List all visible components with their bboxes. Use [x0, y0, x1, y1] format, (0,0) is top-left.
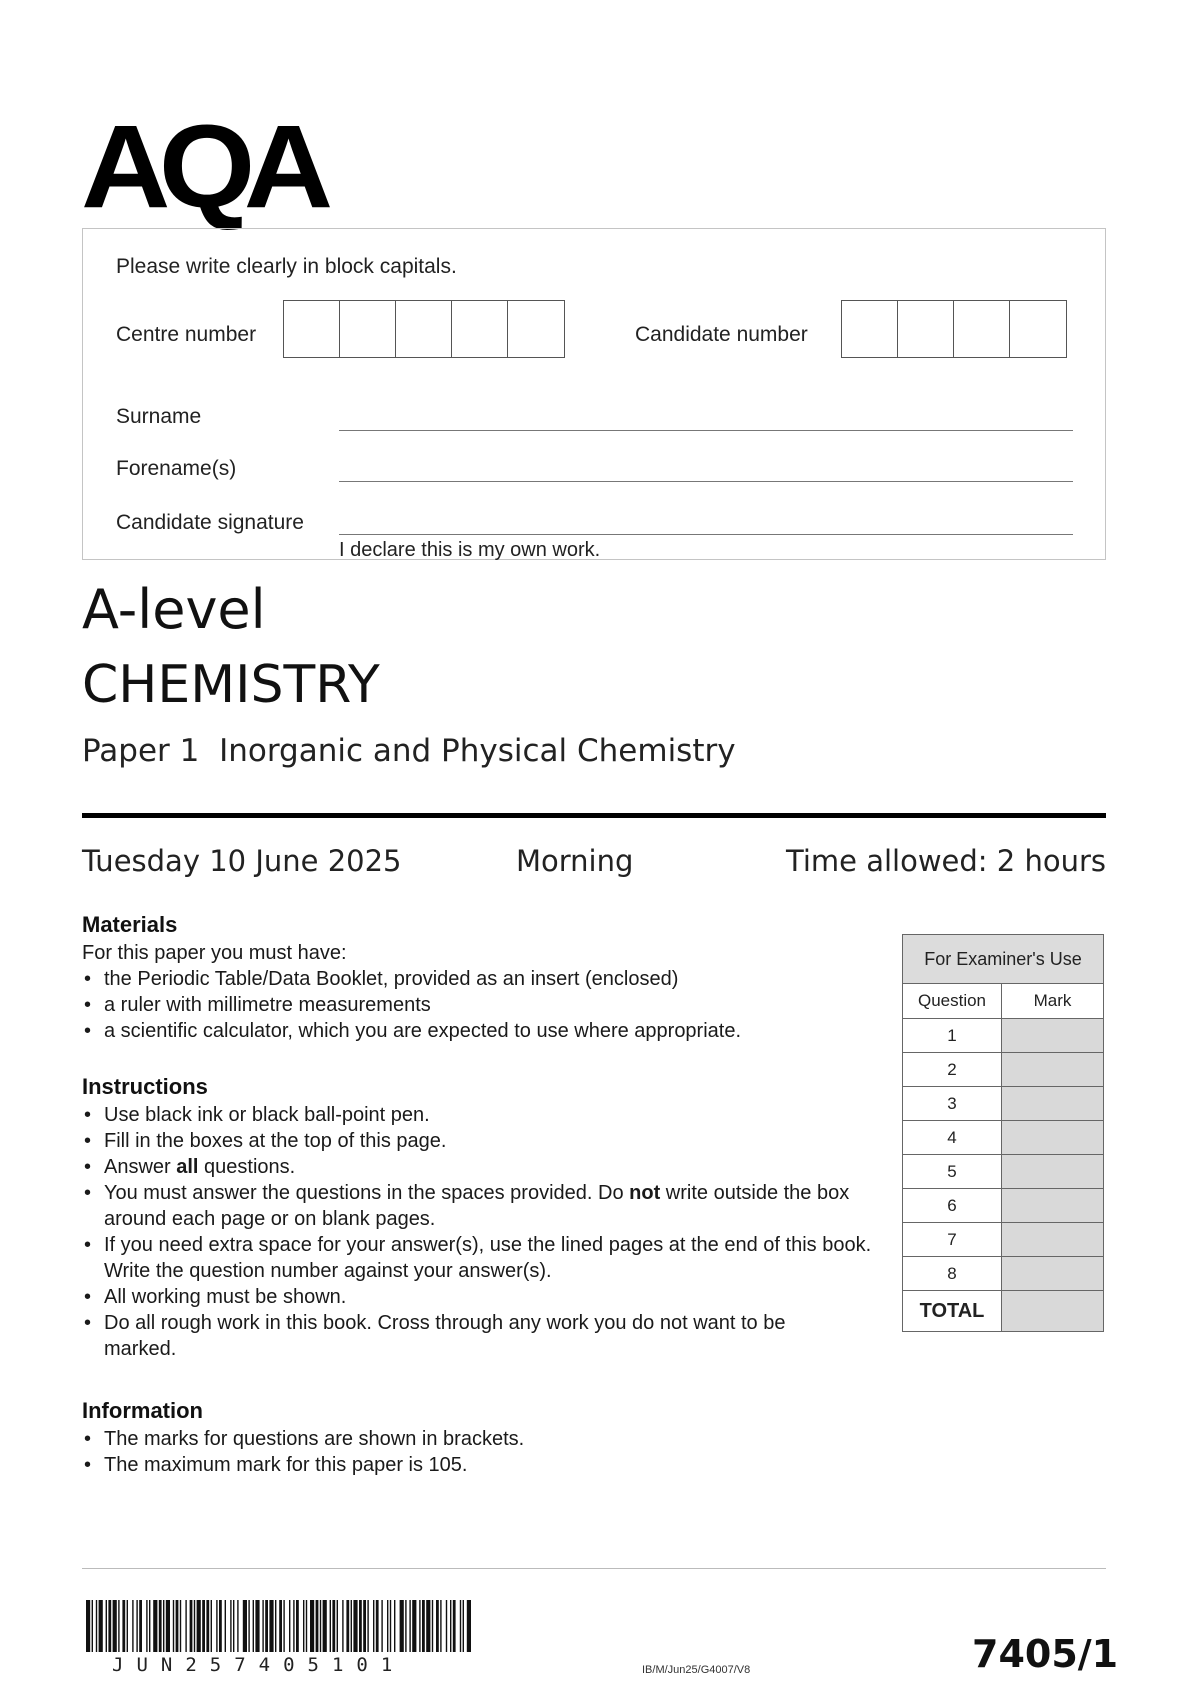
information-list	[82, 1426, 882, 1478]
qualification-level: A-level	[82, 578, 266, 641]
barcode-bar	[211, 1600, 212, 1652]
barcode-bar	[463, 1600, 464, 1652]
mark-cell[interactable]	[1002, 1121, 1104, 1155]
barcode-bar	[197, 1600, 201, 1652]
table-row	[903, 1223, 1104, 1257]
list-item: • Fill in the boxes at the top of this page.	[82, 1128, 882, 1154]
mark-cell[interactable]	[1002, 1257, 1104, 1291]
list-item: • a scientific calculator, which you are expected to use where appropriate.	[82, 1018, 882, 1044]
barcode-bar	[283, 1600, 284, 1652]
barcode-bar	[359, 1600, 362, 1652]
barcode-bar	[219, 1600, 222, 1652]
barcode-bar	[332, 1600, 335, 1652]
total-mark-cell[interactable]	[1002, 1291, 1104, 1332]
question-number: 6	[903, 1189, 1002, 1223]
barcode-bar	[400, 1600, 404, 1652]
barcode-bar	[166, 1600, 170, 1652]
barcode-bar	[346, 1600, 349, 1652]
barcode-bar	[436, 1600, 439, 1652]
barcode-bar	[225, 1600, 226, 1652]
signature-field[interactable]	[339, 534, 1073, 535]
barcode-bar	[426, 1600, 430, 1652]
list-item: • The marks for questions are shown in brackets.	[82, 1426, 882, 1452]
barcode-bar	[163, 1600, 164, 1652]
barcode-bar	[253, 1600, 254, 1652]
barcode-bar	[367, 1600, 368, 1652]
candidate-number-label: Candidate number	[635, 323, 808, 346]
barcode-bar	[320, 1600, 321, 1652]
barcode-bar	[106, 1600, 107, 1652]
barcode-bar	[296, 1600, 299, 1652]
forenames-field[interactable]	[339, 481, 1073, 482]
barcode-bar	[293, 1600, 294, 1652]
surname-label: Surname	[116, 405, 202, 428]
materials-intro: For this paper you must have:	[82, 942, 347, 964]
barcode-bar	[153, 1600, 157, 1652]
list-item: • If you need extra space for your answer(s), use the lined pages at the end of this book. Write the question number against your answer(s).	[82, 1232, 872, 1284]
digit-box[interactable]	[340, 301, 396, 357]
question-column-header: Question	[903, 984, 1002, 1019]
barcode-bar	[86, 1600, 90, 1652]
barcode-bar	[206, 1600, 209, 1652]
question-number: 5	[903, 1155, 1002, 1189]
list-item: • All working must be shown.	[82, 1284, 882, 1310]
table-row	[903, 1257, 1104, 1291]
barcode	[86, 1600, 474, 1652]
examiner-table-title: For Examiner's Use	[903, 935, 1104, 984]
barcode-text: JUN257405101	[112, 1654, 406, 1676]
list-item: • The maximum mark for this paper is 105.	[82, 1452, 882, 1478]
barcode-bar	[390, 1600, 391, 1652]
barcode-bar	[92, 1600, 93, 1652]
subject-title: CHEMISTRY	[82, 655, 380, 715]
barcode-bar	[342, 1600, 343, 1652]
table-row	[903, 1053, 1104, 1087]
barcode-bar	[185, 1600, 186, 1652]
barcode-bar	[460, 1600, 461, 1652]
barcode-bar	[127, 1600, 128, 1652]
barcode-bar	[351, 1600, 352, 1652]
list-item: • Do all rough work in this book. Cross through any work you do not want to be marked.	[82, 1310, 794, 1362]
digit-box[interactable]	[396, 301, 452, 357]
examiner-use-table	[902, 934, 1104, 1332]
materials-list	[82, 966, 882, 1044]
instructions-heading: Instructions	[82, 1074, 208, 1099]
barcode-bar	[113, 1600, 117, 1652]
mark-cell[interactable]	[1002, 1053, 1104, 1087]
instructions-list	[82, 1102, 882, 1362]
barcode-bar	[409, 1600, 410, 1652]
table-row	[903, 1019, 1104, 1053]
barcode-bar	[99, 1600, 103, 1652]
barcode-bar	[422, 1600, 425, 1652]
barcode-bar	[136, 1600, 137, 1652]
barcode-bar	[289, 1600, 290, 1652]
digit-box[interactable]	[1010, 301, 1066, 357]
question-number: 3	[903, 1087, 1002, 1121]
exam-session: Morning	[516, 844, 634, 878]
list-item: • Use black ink or black ball-point pen.	[82, 1102, 882, 1128]
barcode-bar	[122, 1600, 125, 1652]
barcode-bar	[108, 1600, 111, 1652]
barcode-bar	[118, 1600, 119, 1652]
paper-title: Paper 1 Inorganic and Physical Chemistry	[82, 733, 736, 769]
list-item: • a ruler with millimetre measurements	[82, 992, 882, 1018]
question-number: 2	[903, 1053, 1002, 1087]
mark-cell[interactable]	[1002, 1189, 1104, 1223]
digit-box[interactable]	[954, 301, 1010, 357]
barcode-bar	[194, 1600, 195, 1652]
table-row	[903, 1087, 1104, 1121]
barcode-bar	[376, 1600, 379, 1652]
mark-cell[interactable]	[1002, 1155, 1104, 1189]
aqa-logo: AQA	[81, 101, 322, 233]
candidate-details-box	[82, 228, 1106, 560]
table-row	[903, 1189, 1104, 1223]
barcode-bar	[363, 1600, 366, 1652]
barcode-bar	[255, 1600, 259, 1652]
barcode-bar	[262, 1600, 263, 1652]
surname-field[interactable]	[339, 430, 1073, 431]
barcode-bar	[159, 1600, 162, 1652]
barcode-bar	[139, 1600, 142, 1652]
barcode-bar	[279, 1600, 282, 1652]
barcode-bar	[337, 1600, 338, 1652]
barcode-bar	[353, 1600, 357, 1652]
centre-number-label: Centre number	[116, 323, 257, 346]
mark-column-header: Mark	[1002, 984, 1104, 1019]
barcode-bar	[373, 1600, 374, 1652]
barcode-bar	[306, 1600, 307, 1652]
barcode-bar	[381, 1600, 382, 1652]
footer-divider	[82, 1568, 1106, 1569]
barcode-bar	[330, 1600, 331, 1652]
barcode-bar	[387, 1600, 388, 1652]
information-heading: Information	[82, 1398, 203, 1423]
table-row	[903, 1155, 1104, 1189]
mark-cell[interactable]	[1002, 1223, 1104, 1257]
paper-code: 7405/1	[972, 1632, 1119, 1676]
question-number: 7	[903, 1223, 1002, 1257]
barcode-bar	[149, 1600, 150, 1652]
list-item: • You must answer the questions in the spaces provided. Do not write outside the box around each page or on blank pages.	[82, 1180, 872, 1232]
barcode-bar	[432, 1600, 433, 1652]
barcode-bar	[446, 1600, 447, 1652]
barcode-bar	[265, 1600, 268, 1652]
barcode-bar	[132, 1600, 133, 1652]
question-number: 4	[903, 1121, 1002, 1155]
document-reference: IB/M/Jun25/G4007/V8	[642, 1664, 751, 1676]
barcode-bar	[173, 1600, 174, 1652]
mark-cell[interactable]	[1002, 1087, 1104, 1121]
barcode-bar	[316, 1600, 319, 1652]
instructions-section	[82, 1074, 882, 1362]
barcode-bar	[96, 1600, 97, 1652]
title-divider	[82, 813, 1106, 818]
exam-date: Tuesday 10 June 2025	[82, 844, 402, 878]
barcode-bar	[440, 1600, 441, 1652]
total-row	[903, 1291, 1104, 1332]
own-work-declaration: I declare this is my own work.	[339, 539, 601, 561]
candidate-number-boxes[interactable]	[841, 300, 1067, 358]
barcode-bar	[202, 1600, 205, 1652]
barcode-bar	[146, 1600, 147, 1652]
barcode-bar	[237, 1600, 238, 1652]
block-capitals-instruction: Please write clearly in block capitals.	[116, 255, 457, 278]
forenames-label: Forename(s)	[116, 457, 237, 480]
list-item: • Answer all questions.	[82, 1154, 882, 1180]
materials-section	[82, 912, 882, 1044]
barcode-bar	[450, 1600, 451, 1652]
barcode-bar	[394, 1600, 395, 1652]
barcode-bar	[269, 1600, 273, 1652]
digit-box[interactable]	[898, 301, 954, 357]
barcode-bar	[233, 1600, 234, 1652]
list-item: • the Periodic Table/Data Booklet, provided as an insert (enclosed)	[82, 966, 882, 992]
digit-box[interactable]	[842, 301, 898, 357]
barcode-bar	[419, 1600, 420, 1652]
barcode-bar	[323, 1600, 327, 1652]
barcode-bar	[453, 1600, 456, 1652]
barcode-bar	[412, 1600, 416, 1652]
signature-label: Candidate signature	[116, 511, 304, 534]
total-label: TOTAL	[903, 1291, 1002, 1332]
centre-number-boxes[interactable]	[283, 300, 565, 358]
question-number: 1	[903, 1019, 1002, 1053]
barcode-bar	[275, 1600, 276, 1652]
digit-box[interactable]	[452, 301, 508, 357]
barcode-bar	[303, 1600, 304, 1652]
time-allowed: Time allowed: 2 hours	[786, 844, 1106, 878]
mark-cell[interactable]	[1002, 1019, 1104, 1053]
table-row	[903, 1121, 1104, 1155]
barcode-bar	[467, 1600, 471, 1652]
barcode-bar	[230, 1600, 231, 1652]
barcode-bar	[176, 1600, 179, 1652]
materials-heading: Materials	[82, 912, 178, 937]
barcode-bar	[216, 1600, 217, 1652]
question-number: 8	[903, 1257, 1002, 1291]
digit-box[interactable]	[284, 301, 340, 357]
digit-box[interactable]	[508, 301, 564, 357]
barcode-bar	[310, 1600, 314, 1652]
barcode-bar	[248, 1600, 249, 1652]
information-section	[82, 1398, 882, 1478]
barcode-bar	[190, 1600, 193, 1652]
barcode-bar	[243, 1600, 247, 1652]
barcode-bar	[180, 1600, 181, 1652]
barcode-bar	[405, 1600, 406, 1652]
